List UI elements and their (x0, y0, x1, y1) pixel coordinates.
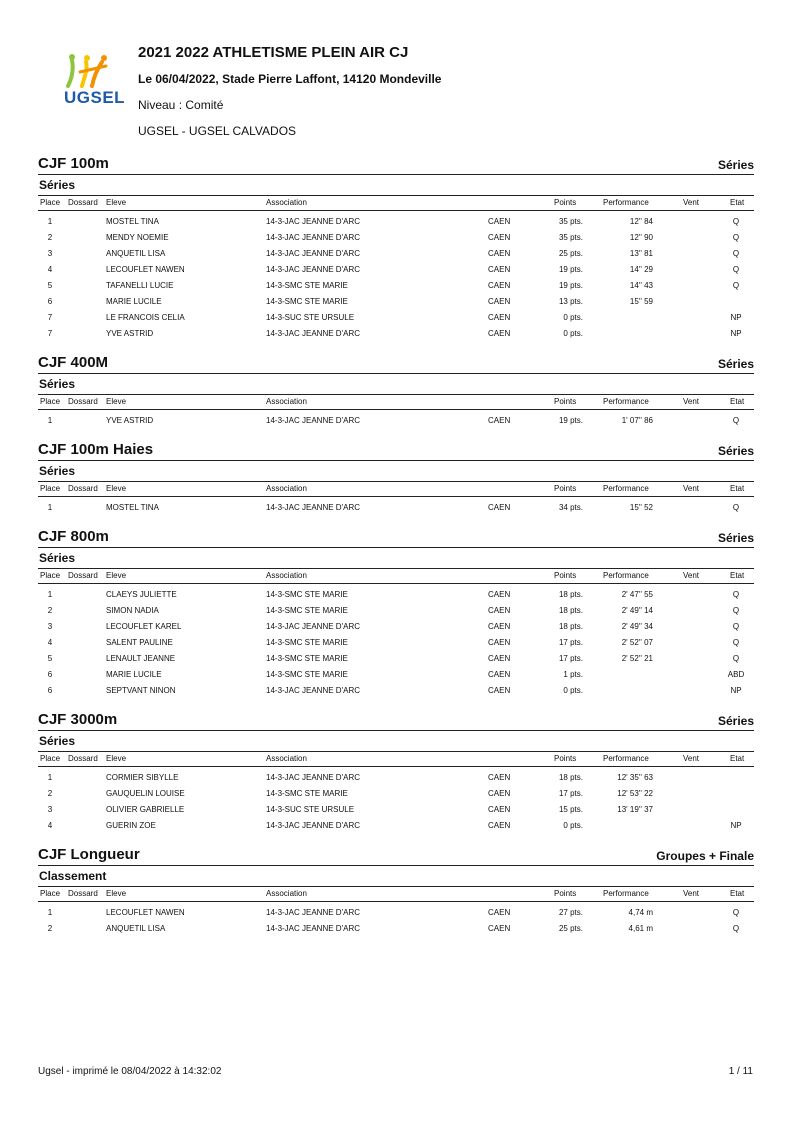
cell-city: CAEN (488, 821, 511, 830)
cell-place: 7 (47, 313, 53, 322)
cell-place: 1 (47, 503, 53, 512)
cell-association: 14-3-SMC STE MARIE (266, 590, 348, 599)
cell-performance: 12' 53'' 22 (617, 789, 653, 798)
ugsel-logo (60, 52, 130, 110)
cell-performance: 2' 52'' 07 (621, 638, 653, 647)
col-eleve-header: Eleve (106, 484, 127, 493)
results-sections (38, 152, 754, 946)
cell-association: 14-3-JAC JEANNE D'ARC (266, 233, 360, 242)
cell-performance: 13'' 81 (629, 249, 653, 258)
col-place-header: Place (40, 889, 61, 898)
table-row (38, 651, 754, 667)
col-etat-header: Etat (730, 754, 745, 763)
col-association-header: Association (266, 889, 307, 898)
cell-etat: Q (732, 654, 740, 663)
table-row (38, 683, 754, 699)
cell-eleve: LECOUFLET NAWEN (106, 265, 185, 274)
cell-city: CAEN (488, 670, 511, 679)
cell-city: CAEN (488, 416, 511, 425)
cell-city: CAEN (488, 329, 511, 338)
round-title: Classement (39, 869, 107, 883)
cell-city: CAEN (488, 590, 511, 599)
cell-city: CAEN (488, 233, 511, 242)
cell-points: 19 pts. (558, 281, 583, 290)
table-row (38, 278, 754, 294)
cell-place: 1 (47, 590, 53, 599)
table-row (38, 802, 754, 818)
cell-association: 14-3-JAC JEANNE D'ARC (266, 622, 360, 631)
cell-points: 0 pts. (563, 686, 583, 695)
cell-etat: Q (732, 503, 740, 512)
table-row (38, 619, 754, 635)
cell-points: 18 pts. (558, 606, 583, 615)
cell-performance: 1' 07'' 86 (621, 416, 653, 425)
table-row (38, 262, 754, 278)
cell-association: 14-3-SMC STE MARIE (266, 670, 348, 679)
cell-performance: 15'' 59 (629, 297, 653, 306)
cell-association: 14-3-JAC JEANNE D'ARC (266, 265, 360, 274)
col-vent-header: Vent (683, 484, 700, 493)
event-title: CJF 400M (38, 354, 109, 371)
cell-etat: Q (732, 908, 740, 917)
cell-association: 14-3-JAC JEANNE D'ARC (266, 217, 360, 226)
cell-etat: Q (732, 606, 740, 615)
table-header (38, 394, 754, 410)
event-type: Séries (717, 158, 754, 172)
col-vent-header: Vent (683, 571, 700, 580)
cell-association: 14-3-JAC JEANNE D'ARC (266, 924, 360, 933)
cell-association: 14-3-SMC STE MARIE (266, 281, 348, 290)
cell-place: 1 (47, 217, 53, 226)
event-section (38, 843, 754, 940)
event-title: CJF 100m (38, 155, 109, 172)
result-rows (38, 211, 754, 345)
table-row (38, 818, 754, 834)
cell-place: 5 (47, 654, 53, 663)
cell-place: 6 (47, 670, 53, 679)
cell-city: CAEN (488, 773, 511, 782)
table-header (38, 481, 754, 497)
cell-points: 15 pts. (558, 805, 583, 814)
cell-place: 3 (47, 805, 53, 814)
table-row (38, 786, 754, 802)
cell-eleve: OLIVIER GABRIELLE (106, 805, 185, 814)
cell-place: 6 (47, 297, 53, 306)
cell-points: 17 pts. (558, 638, 583, 647)
event-title: CJF 100m Haies (38, 441, 154, 458)
event-type: Séries (717, 357, 754, 371)
col-points-header: Points (554, 484, 577, 493)
table-header (38, 886, 754, 902)
cell-performance: 2' 52'' 21 (621, 654, 653, 663)
col-place-header: Place (40, 754, 61, 763)
cell-eleve: CLAEYS JULIETTE (106, 590, 177, 599)
cell-association: 14-3-JAC JEANNE D'ARC (266, 821, 360, 830)
col-vent-header: Vent (683, 889, 700, 898)
event-section (38, 438, 754, 519)
round-title: Séries (39, 551, 76, 565)
col-vent-header: Vent (683, 754, 700, 763)
cell-eleve: CORMIER SIBYLLE (106, 773, 179, 782)
cell-eleve: LENAULT JEANNE (106, 654, 176, 663)
table-row (38, 770, 754, 786)
col-association-header: Association (266, 198, 307, 207)
cell-place: 1 (47, 908, 53, 917)
table-row (38, 635, 754, 651)
cell-eleve: SALENT PAULINE (106, 638, 173, 647)
col-place-header: Place (40, 571, 61, 580)
col-dossard-header: Dossard (68, 754, 98, 763)
cell-eleve: YVE ASTRID (106, 416, 154, 425)
cell-performance: 2' 49'' 14 (621, 606, 653, 615)
col-dossard-header: Dossard (68, 198, 98, 207)
cell-city: CAEN (488, 638, 511, 647)
cell-city: CAEN (488, 924, 511, 933)
cell-points: 18 pts. (558, 590, 583, 599)
cell-association: 14-3-JAC JEANNE D'ARC (266, 908, 360, 917)
col-points-header: Points (554, 571, 577, 580)
col-association-header: Association (266, 571, 307, 580)
table-row (38, 905, 754, 921)
result-rows (38, 497, 754, 519)
col-performance-header: Performance (603, 198, 649, 207)
cell-place: 4 (47, 638, 53, 647)
col-etat-header: Etat (730, 198, 745, 207)
cell-performance: 2' 49'' 34 (621, 622, 653, 631)
cell-city: CAEN (488, 686, 511, 695)
event-type: Séries (717, 444, 754, 458)
cell-city: CAEN (488, 654, 511, 663)
cell-performance: 4,74 m (628, 908, 653, 917)
cell-association: 14-3-JAC JEANNE D'ARC (266, 503, 360, 512)
cell-points: 34 pts. (558, 503, 583, 512)
cell-eleve: GUERIN ZOE (106, 821, 156, 830)
page-number: 1 / 11 (728, 1066, 753, 1077)
table-row (38, 603, 754, 619)
cell-points: 13 pts. (558, 297, 583, 306)
cell-etat: NP (730, 329, 742, 338)
cell-performance: 13' 19'' 37 (617, 805, 653, 814)
col-dossard-header: Dossard (68, 397, 98, 406)
cell-eleve: LE FRANCOIS CELIA (106, 313, 185, 322)
event-title: CJF 3000m (38, 711, 118, 728)
col-eleve-header: Eleve (106, 397, 127, 406)
cell-etat: Q (732, 217, 740, 226)
table-row (38, 230, 754, 246)
cell-association: 14-3-JAC JEANNE D'ARC (266, 773, 360, 782)
event-date-location: Le 06/04/2022, Stade Pierre Laffont, 14120 Mondeville (138, 72, 442, 86)
col-dossard-header: Dossard (68, 889, 98, 898)
col-performance-header: Performance (603, 484, 649, 493)
result-rows (38, 767, 754, 837)
col-dossard-header: Dossard (68, 571, 98, 580)
cell-place: 6 (47, 686, 53, 695)
cell-place: 7 (47, 329, 53, 338)
cell-etat: ABD (727, 670, 745, 679)
cell-performance: 12'' 90 (629, 233, 653, 242)
event-section (38, 525, 754, 702)
cell-performance: 15'' 52 (629, 503, 653, 512)
cell-eleve: LECOUFLET KAREL (106, 622, 182, 631)
cell-performance: 12' 35'' 63 (617, 773, 653, 782)
cell-place: 2 (47, 233, 53, 242)
col-performance-header: Performance (603, 889, 649, 898)
cell-points: 18 pts. (558, 622, 583, 631)
cell-etat: Q (732, 924, 740, 933)
cell-place: 2 (47, 789, 53, 798)
cell-place: 2 (47, 606, 53, 615)
col-eleve-header: Eleve (106, 198, 127, 207)
cell-place: 1 (47, 773, 53, 782)
event-type: Séries (717, 531, 754, 545)
cell-points: 18 pts. (558, 773, 583, 782)
cell-eleve: MARIE LUCILE (106, 297, 162, 306)
round-title: Séries (39, 464, 76, 478)
table-row (38, 294, 754, 310)
event-section (38, 351, 754, 432)
event-header (38, 438, 754, 461)
cell-etat: Q (732, 233, 740, 242)
cell-etat: NP (730, 313, 742, 322)
table-row (38, 326, 754, 342)
event-header (38, 843, 754, 866)
col-etat-header: Etat (730, 889, 745, 898)
col-points-header: Points (554, 889, 577, 898)
cell-city: CAEN (488, 503, 511, 512)
table-row (38, 500, 754, 516)
cell-eleve: MOSTEL TINA (106, 217, 159, 226)
logo-text: UGSEL (64, 88, 126, 107)
cell-eleve: TAFANELLI LUCIE (106, 281, 174, 290)
col-dossard-header: Dossard (68, 484, 98, 493)
table-row (38, 413, 754, 429)
cell-eleve: LECOUFLET NAWEN (106, 908, 185, 917)
cell-points: 0 pts. (563, 313, 583, 322)
cell-etat: Q (732, 281, 740, 290)
cell-points: 17 pts. (558, 654, 583, 663)
cell-city: CAEN (488, 606, 511, 615)
cell-place: 2 (47, 924, 53, 933)
result-rows (38, 584, 754, 702)
cell-association: 14-3-JAC JEANNE D'ARC (266, 249, 360, 258)
cell-performance: 2' 47'' 55 (621, 590, 653, 599)
cell-eleve: MARIE LUCILE (106, 670, 162, 679)
event-section (38, 708, 754, 837)
cell-etat: NP (730, 686, 742, 695)
col-etat-header: Etat (730, 571, 745, 580)
cell-city: CAEN (488, 265, 511, 274)
cell-association: 14-3-SMC STE MARIE (266, 654, 348, 663)
cell-association: 14-3-JAC JEANNE D'ARC (266, 416, 360, 425)
cell-association: 14-3-JAC JEANNE D'ARC (266, 686, 360, 695)
cell-points: 25 pts. (558, 249, 583, 258)
cell-city: CAEN (488, 789, 511, 798)
col-place-header: Place (40, 397, 61, 406)
table-row (38, 214, 754, 230)
cell-etat: Q (732, 416, 740, 425)
cell-eleve: ANQUETIL LISA (106, 249, 166, 258)
cell-performance: 12'' 84 (629, 217, 653, 226)
event-header (38, 708, 754, 731)
col-performance-header: Performance (603, 754, 649, 763)
col-vent-header: Vent (683, 198, 700, 207)
cell-city: CAEN (488, 249, 511, 258)
event-type: Séries (717, 714, 754, 728)
cell-association: 14-3-SMC STE MARIE (266, 638, 348, 647)
table-header (38, 751, 754, 767)
cell-etat: Q (732, 622, 740, 631)
col-points-header: Points (554, 198, 577, 207)
col-place-header: Place (40, 198, 61, 207)
col-performance-header: Performance (603, 397, 649, 406)
cell-etat: Q (732, 590, 740, 599)
cell-association: 14-3-SUC STE URSULE (266, 805, 355, 814)
cell-eleve: SIMON NADIA (106, 606, 159, 615)
cell-city: CAEN (488, 297, 511, 306)
cell-eleve: YVE ASTRID (106, 329, 154, 338)
col-association-header: Association (266, 484, 307, 493)
round-title: Séries (39, 178, 76, 192)
cell-points: 27 pts. (558, 908, 583, 917)
col-eleve-header: Eleve (106, 889, 127, 898)
cell-etat: NP (730, 821, 742, 830)
cell-etat: Q (732, 265, 740, 274)
cell-eleve: MOSTEL TINA (106, 503, 159, 512)
round-title: Séries (39, 734, 76, 748)
cell-association: 14-3-JAC JEANNE D'ARC (266, 329, 360, 338)
cell-city: CAEN (488, 313, 511, 322)
cell-points: 1 pts. (563, 670, 583, 679)
round-title: Séries (39, 377, 76, 391)
event-section (38, 152, 754, 345)
event-header (38, 525, 754, 548)
cell-points: 19 pts. (558, 265, 583, 274)
col-performance-header: Performance (603, 571, 649, 580)
cell-city: CAEN (488, 908, 511, 917)
page-title: 2021 2022 ATHLETISME PLEIN AIR CJ (138, 44, 409, 61)
col-vent-header: Vent (683, 397, 700, 406)
col-points-header: Points (554, 754, 577, 763)
cell-place: 4 (47, 265, 53, 274)
cell-performance: 4,61 m (628, 924, 653, 933)
cell-points: 35 pts. (558, 233, 583, 242)
cell-points: 17 pts. (558, 789, 583, 798)
col-etat-header: Etat (730, 397, 745, 406)
cell-etat: Q (732, 638, 740, 647)
col-place-header: Place (40, 484, 61, 493)
cell-performance: 14'' 29 (629, 265, 653, 274)
event-title: CJF 800m (38, 528, 109, 545)
organization: UGSEL - UGSEL CALVADOS (138, 124, 297, 138)
cell-etat: Q (732, 249, 740, 258)
cell-place: 5 (47, 281, 53, 290)
col-association-header: Association (266, 754, 307, 763)
table-row (38, 587, 754, 603)
result-rows (38, 410, 754, 432)
cell-performance: 14'' 43 (629, 281, 653, 290)
cell-eleve: SEPTVANT NINON (106, 686, 176, 695)
cell-place: 3 (47, 622, 53, 631)
cell-city: CAEN (488, 217, 511, 226)
cell-association: 14-3-SMC STE MARIE (266, 606, 348, 615)
col-eleve-header: Eleve (106, 754, 127, 763)
cell-place: 1 (47, 416, 53, 425)
cell-association: 14-3-SMC STE MARIE (266, 297, 348, 306)
table-row (38, 310, 754, 326)
table-header (38, 195, 754, 211)
event-type: Groupes + Finale (656, 849, 754, 863)
cell-place: 4 (47, 821, 53, 830)
table-row (38, 667, 754, 683)
cell-eleve: MENDY NOEMIE (106, 233, 169, 242)
result-rows (38, 902, 754, 940)
event-title: CJF Longueur (38, 846, 140, 863)
col-points-header: Points (554, 397, 577, 406)
cell-points: 25 pts. (558, 924, 583, 933)
col-eleve-header: Eleve (106, 571, 127, 580)
runners-logo-icon (60, 52, 130, 88)
col-etat-header: Etat (730, 484, 745, 493)
print-timestamp: Ugsel - imprimé le 08/04/2022 à 14:32:02 (38, 1066, 222, 1077)
col-association-header: Association (266, 397, 307, 406)
cell-eleve: ANQUETIL LISA (106, 924, 166, 933)
cell-association: 14-3-SUC STE URSULE (266, 313, 355, 322)
cell-eleve: GAUQUELIN LOUISE (106, 789, 185, 798)
cell-place: 3 (47, 249, 53, 258)
cell-city: CAEN (488, 281, 511, 290)
cell-points: 35 pts. (558, 217, 583, 226)
competition-level: Niveau : Comité (138, 98, 224, 112)
cell-city: CAEN (488, 622, 511, 631)
table-header (38, 568, 754, 584)
cell-points: 0 pts. (563, 821, 583, 830)
cell-association: 14-3-SMC STE MARIE (266, 789, 348, 798)
cell-points: 0 pts. (563, 329, 583, 338)
event-header (38, 351, 754, 374)
table-row (38, 921, 754, 937)
cell-points: 19 pts. (558, 416, 583, 425)
event-header (38, 152, 754, 175)
table-row (38, 246, 754, 262)
cell-city: CAEN (488, 805, 511, 814)
